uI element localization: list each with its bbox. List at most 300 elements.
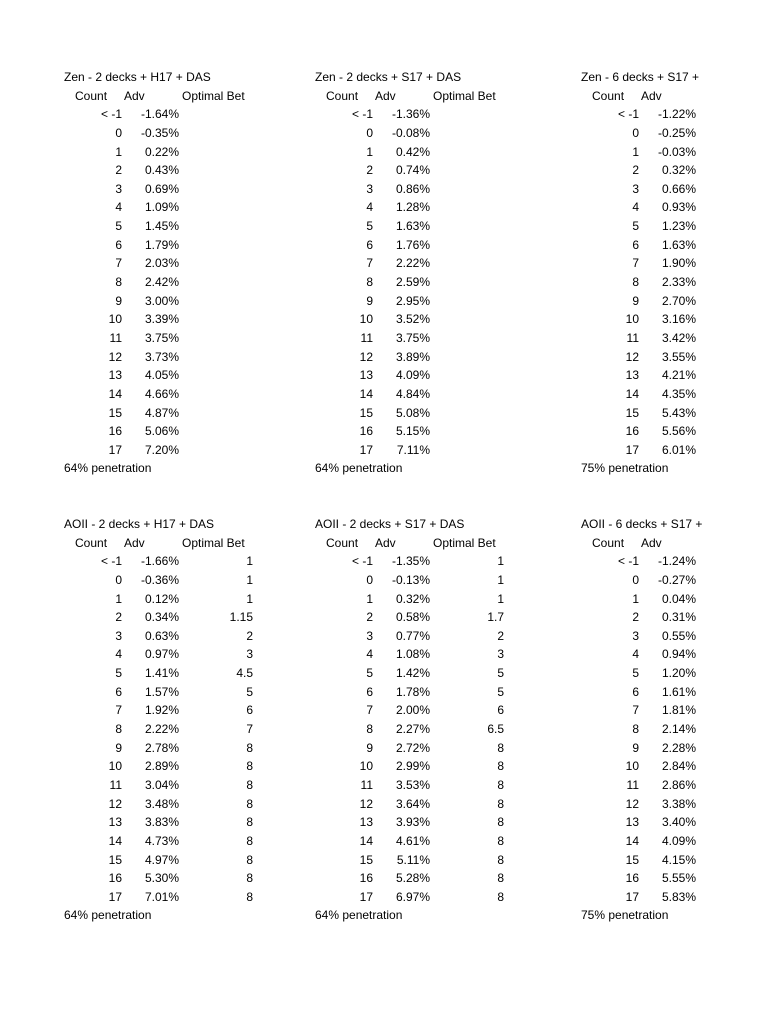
table-row — [581, 422, 768, 441]
cell-count: 8 — [632, 275, 639, 290]
cell-optimal-bet: 6.5 — [487, 722, 504, 737]
cell-count: 17 — [359, 442, 373, 457]
cell-count: 12 — [625, 349, 639, 364]
cell-count: 5 — [366, 219, 373, 234]
cell-optimal-bet: 3 — [246, 647, 253, 662]
table-header-row — [315, 87, 515, 106]
table-row — [315, 292, 515, 311]
table-row — [315, 795, 515, 814]
table-header-row — [581, 87, 768, 106]
table-row — [315, 404, 515, 423]
cell-adv: 5.55% — [661, 871, 696, 886]
table-row — [315, 571, 515, 590]
penetration-note: 64% penetration — [315, 908, 403, 923]
cell-count: 10 — [625, 312, 639, 327]
cell-count: 11 — [109, 777, 122, 792]
cell-count: 3 — [366, 181, 373, 196]
cell-count: 14 — [625, 386, 639, 401]
table-row — [581, 105, 768, 124]
table-title: AOII - 2 decks + S17 + DAS — [315, 517, 465, 531]
header-adv: Adv — [124, 535, 145, 550]
cell-count: 9 — [115, 293, 122, 308]
cell-adv: 0.66% — [661, 181, 696, 196]
table-row — [64, 422, 264, 441]
cell-count: 4 — [632, 200, 639, 215]
cell-optimal-bet: 1 — [497, 554, 504, 569]
cell-count: 11 — [626, 777, 639, 792]
penetration-note: 64% penetration — [315, 461, 403, 476]
cell-adv: 6.97% — [395, 889, 430, 904]
table-row — [315, 198, 515, 217]
header-count: Count — [326, 88, 359, 103]
cell-adv: -1.22% — [657, 107, 696, 122]
cell-optimal-bet: 8 — [246, 740, 253, 755]
count-table — [64, 515, 264, 925]
cell-adv: -0.27% — [657, 572, 696, 587]
header-adv: Adv — [375, 88, 396, 103]
cell-adv: 0.42% — [395, 144, 430, 159]
cell-adv: 3.75% — [144, 330, 179, 345]
table-row — [64, 329, 264, 348]
cell-count: < -1 — [351, 107, 373, 122]
cell-count: 10 — [108, 759, 122, 774]
cell-count: 0 — [366, 572, 373, 587]
header-count: Count — [326, 535, 359, 550]
cell-adv: 3.38% — [661, 796, 696, 811]
table-row — [315, 720, 515, 739]
cell-count: 11 — [360, 777, 373, 792]
cell-optimal-bet: 1.7 — [487, 610, 504, 625]
cell-count: 9 — [115, 740, 122, 755]
cell-count: 13 — [359, 815, 373, 830]
cell-count: 6 — [115, 237, 122, 252]
cell-optimal-bet: 8 — [246, 833, 253, 848]
cell-adv: 0.93% — [661, 200, 696, 215]
cell-optimal-bet: 6 — [246, 703, 253, 718]
cell-adv: 4.09% — [661, 833, 696, 848]
cell-adv: 4.35% — [661, 386, 696, 401]
table-row — [64, 776, 264, 795]
cell-adv: 1.76% — [395, 237, 430, 252]
cell-count: 12 — [625, 796, 639, 811]
cell-adv: 2.22% — [144, 722, 179, 737]
cell-count: 13 — [359, 368, 373, 383]
penetration-note: 75% penetration — [581, 461, 669, 476]
header-optimal-bet: Optimal Bet — [433, 535, 496, 550]
cell-adv: 5.15% — [395, 424, 430, 439]
cell-optimal-bet: 6 — [497, 703, 504, 718]
cell-adv: 6.01% — [661, 442, 696, 457]
table-row — [64, 236, 264, 255]
cell-count: 2 — [366, 610, 373, 625]
table-row — [315, 701, 515, 720]
table-title: Zen - 2 decks + S17 + DAS — [315, 70, 462, 84]
table-row — [64, 832, 264, 851]
cell-adv: 4.21% — [661, 368, 696, 383]
cell-adv: 0.77% — [395, 628, 430, 643]
cell-adv: 1.28% — [395, 200, 430, 215]
cell-adv: 2.86% — [661, 777, 696, 792]
table-row — [581, 404, 768, 423]
cell-count: 10 — [359, 759, 373, 774]
table-row — [315, 310, 515, 329]
cell-optimal-bet: 8 — [246, 777, 253, 792]
header-adv: Adv — [375, 535, 396, 550]
table-row — [581, 832, 768, 851]
table-row — [64, 627, 264, 646]
cell-adv: 1.08% — [395, 647, 430, 662]
table-row — [581, 571, 768, 590]
table-header-row — [64, 87, 264, 106]
table-row — [581, 254, 768, 273]
table-row — [581, 348, 768, 367]
cell-count: 2 — [366, 163, 373, 178]
cell-optimal-bet: 5 — [497, 684, 504, 699]
table-title-row — [315, 68, 515, 87]
table-row — [315, 366, 515, 385]
table-title: AOII - 2 decks + H17 + DAS — [64, 517, 215, 531]
table-row — [581, 161, 768, 180]
table-row — [315, 217, 515, 236]
cell-count: 10 — [625, 759, 639, 774]
cell-adv: 5.08% — [395, 405, 430, 420]
table-footer-row — [64, 459, 264, 478]
cell-adv: 1.79% — [144, 237, 179, 252]
cell-count: 0 — [632, 572, 639, 587]
cell-optimal-bet: 4.5 — [236, 666, 253, 681]
table-row — [64, 310, 264, 329]
table-row — [315, 236, 515, 255]
cell-count: 8 — [366, 275, 373, 290]
table-footer-row — [581, 906, 768, 925]
table-row — [315, 608, 515, 627]
table-row — [64, 701, 264, 720]
cell-count: 14 — [108, 833, 122, 848]
cell-count: 1 — [632, 144, 639, 159]
cell-adv: 3.40% — [661, 815, 696, 830]
cell-optimal-bet: 5 — [246, 684, 253, 699]
cell-count: 7 — [115, 703, 122, 718]
cell-count: 13 — [625, 815, 639, 830]
cell-count: 14 — [625, 833, 639, 848]
cell-adv: 3.00% — [144, 293, 179, 308]
table-row — [581, 273, 768, 292]
cell-adv: 4.09% — [395, 368, 430, 383]
cell-count: 8 — [366, 722, 373, 737]
cell-adv: 2.33% — [661, 275, 696, 290]
cell-count: 0 — [115, 125, 122, 140]
table-row — [315, 422, 515, 441]
cell-count: 3 — [632, 628, 639, 643]
cell-adv: 1.41% — [144, 666, 179, 681]
cell-adv: -0.03% — [657, 144, 696, 159]
cell-adv: 1.57% — [144, 684, 179, 699]
cell-count: 15 — [108, 405, 122, 420]
cell-count: 2 — [632, 610, 639, 625]
table-title: AOII - 6 decks + S17 + — [581, 517, 703, 531]
table-row — [315, 776, 515, 795]
cell-count: 2 — [632, 163, 639, 178]
table-row — [64, 124, 264, 143]
cell-count: 1 — [115, 591, 122, 606]
table-row — [581, 180, 768, 199]
table-row — [64, 441, 264, 460]
cell-optimal-bet: 8 — [497, 740, 504, 755]
table-row — [64, 292, 264, 311]
cell-count: 10 — [108, 312, 122, 327]
table-row — [581, 366, 768, 385]
table-row — [64, 645, 264, 664]
cell-count: 1 — [366, 591, 373, 606]
table-row — [315, 888, 515, 907]
table-row — [581, 869, 768, 888]
table-row — [315, 851, 515, 870]
table-row — [581, 701, 768, 720]
table-title: Zen - 2 decks + H17 + DAS — [64, 70, 211, 84]
cell-adv: -0.36% — [140, 572, 179, 587]
cell-adv: 7.11% — [396, 442, 430, 457]
table-row — [581, 292, 768, 311]
cell-count: 7 — [632, 703, 639, 718]
cell-optimal-bet: 8 — [246, 852, 253, 867]
cell-count: 3 — [115, 181, 122, 196]
table-row — [581, 329, 768, 348]
table-title-row — [581, 68, 768, 87]
table-footer-row — [64, 906, 264, 925]
cell-adv: 2.84% — [661, 759, 696, 774]
table-footer-row — [315, 459, 515, 478]
cell-adv: 4.87% — [144, 405, 179, 420]
cell-count: 6 — [632, 684, 639, 699]
cell-adv: 4.05% — [144, 368, 179, 383]
table-row — [64, 143, 264, 162]
cell-adv: -1.36% — [391, 107, 430, 122]
header-count: Count — [75, 535, 108, 550]
table-row — [64, 851, 264, 870]
cell-adv: 3.53% — [395, 777, 430, 792]
cell-count: 9 — [632, 740, 639, 755]
table-title-row — [315, 515, 515, 534]
table-row — [581, 888, 768, 907]
cell-adv: 0.31% — [661, 610, 696, 625]
cell-adv: 2.78% — [144, 740, 179, 755]
table-row — [64, 180, 264, 199]
table-row — [64, 813, 264, 832]
table-footer-row — [315, 906, 515, 925]
table-row — [581, 795, 768, 814]
cell-optimal-bet: 8 — [497, 852, 504, 867]
table-row — [315, 757, 515, 776]
cell-count: 15 — [625, 852, 639, 867]
cell-adv: 0.86% — [395, 181, 430, 196]
cell-adv: 1.09% — [144, 200, 179, 215]
cell-count: 6 — [366, 237, 373, 252]
cell-count: 5 — [115, 219, 122, 234]
cell-count: < -1 — [100, 107, 122, 122]
cell-adv: 2.89% — [144, 759, 179, 774]
table-row — [315, 105, 515, 124]
cell-count: 11 — [360, 330, 373, 345]
cell-optimal-bet: 8 — [246, 759, 253, 774]
cell-count: 1 — [632, 591, 639, 606]
table-row — [581, 236, 768, 255]
cell-adv: 1.23% — [661, 219, 696, 234]
table-row — [315, 739, 515, 758]
cell-adv: 1.45% — [144, 219, 179, 234]
cell-adv: 3.64% — [395, 796, 430, 811]
cell-adv: 1.63% — [661, 237, 696, 252]
cell-count: 11 — [626, 330, 639, 345]
table-row — [581, 813, 768, 832]
table-row — [581, 608, 768, 627]
cell-count: 9 — [632, 293, 639, 308]
cell-adv: -1.66% — [140, 554, 179, 569]
cell-adv: -1.35% — [391, 554, 430, 569]
penetration-note: 75% penetration — [581, 908, 669, 923]
table-row — [64, 198, 264, 217]
header-count: Count — [592, 535, 625, 550]
cell-adv: 1.90% — [661, 256, 696, 271]
cell-count: < -1 — [351, 554, 373, 569]
cell-adv: 5.11% — [396, 852, 430, 867]
cell-count: 10 — [359, 312, 373, 327]
cell-count: 17 — [625, 442, 639, 457]
table-row — [64, 404, 264, 423]
cell-adv: 4.15% — [661, 852, 696, 867]
cell-count: 4 — [366, 200, 373, 215]
cell-optimal-bet: 2 — [497, 628, 504, 643]
cell-count: 14 — [359, 386, 373, 401]
cell-optimal-bet: 8 — [246, 871, 253, 886]
table-row — [315, 161, 515, 180]
cell-count: 15 — [359, 852, 373, 867]
table-row — [315, 180, 515, 199]
header-count: Count — [75, 88, 108, 103]
cell-count: 12 — [108, 796, 122, 811]
table-row — [64, 161, 264, 180]
cell-optimal-bet: 8 — [246, 889, 253, 904]
cell-optimal-bet: 7 — [246, 722, 253, 737]
cell-count: 16 — [108, 871, 122, 886]
table-row — [64, 590, 264, 609]
table-row — [64, 366, 264, 385]
cell-count: 3 — [366, 628, 373, 643]
cell-count: 1 — [115, 144, 122, 159]
cell-adv: 0.55% — [661, 628, 696, 643]
cell-count: 5 — [115, 666, 122, 681]
cell-adv: 0.43% — [144, 163, 179, 178]
cell-adv: 3.48% — [144, 796, 179, 811]
table-row — [581, 739, 768, 758]
table-row — [581, 851, 768, 870]
cell-adv: 0.74% — [395, 163, 430, 178]
cell-optimal-bet: 3 — [497, 647, 504, 662]
cell-adv: 4.84% — [395, 386, 430, 401]
header-adv: Adv — [124, 88, 145, 103]
table-row — [315, 329, 515, 348]
cell-count: 11 — [109, 330, 122, 345]
cell-count: 8 — [115, 722, 122, 737]
cell-count: 9 — [366, 293, 373, 308]
cell-adv: 3.16% — [661, 312, 696, 327]
cell-optimal-bet: 8 — [497, 871, 504, 886]
cell-adv: 3.42% — [661, 330, 696, 345]
table-row — [64, 795, 264, 814]
cell-adv: 0.69% — [144, 181, 179, 196]
table-row — [581, 217, 768, 236]
cell-adv: -0.35% — [140, 125, 179, 140]
cell-adv: 2.22% — [395, 256, 430, 271]
cell-adv: 2.14% — [661, 722, 696, 737]
cell-count: 5 — [632, 219, 639, 234]
cell-adv: 2.59% — [395, 275, 430, 290]
table-row — [581, 664, 768, 683]
table-row — [64, 683, 264, 702]
count-table — [64, 68, 264, 478]
cell-count: 6 — [115, 684, 122, 699]
cell-count: 15 — [625, 405, 639, 420]
table-row — [64, 888, 264, 907]
cell-adv: 3.83% — [144, 815, 179, 830]
cell-count: 3 — [632, 181, 639, 196]
cell-optimal-bet: 1.15 — [229, 610, 253, 625]
table-row — [581, 590, 768, 609]
cell-adv: 1.63% — [395, 219, 430, 234]
cell-adv: 0.34% — [144, 610, 179, 625]
cell-optimal-bet: 1 — [246, 591, 253, 606]
table-row — [581, 441, 768, 460]
cell-count: 13 — [108, 368, 122, 383]
cell-adv: 4.73% — [144, 833, 179, 848]
header-optimal-bet: Optimal Bet — [433, 88, 496, 103]
cell-count: 2 — [115, 610, 122, 625]
table-row — [64, 348, 264, 367]
table-row — [581, 124, 768, 143]
cell-optimal-bet: 1 — [497, 591, 504, 606]
cell-adv: 0.04% — [661, 591, 696, 606]
cell-count: 7 — [632, 256, 639, 271]
cell-count: 6 — [366, 684, 373, 699]
cell-adv: 2.00% — [395, 703, 430, 718]
table-row — [581, 198, 768, 217]
cell-optimal-bet: 8 — [497, 759, 504, 774]
cell-adv: 3.39% — [144, 312, 179, 327]
cell-count: < -1 — [100, 554, 122, 569]
cell-adv: 2.95% — [395, 293, 430, 308]
cell-adv: 3.73% — [144, 349, 179, 364]
cell-adv: 2.42% — [144, 275, 179, 290]
cell-adv: 0.97% — [144, 647, 179, 662]
cell-adv: 1.81% — [661, 703, 696, 718]
table-row — [64, 385, 264, 404]
cell-count: 17 — [108, 889, 122, 904]
cell-adv: 1.20% — [661, 666, 696, 681]
cell-optimal-bet: 1 — [246, 572, 253, 587]
table-row — [315, 664, 515, 683]
table-row — [315, 143, 515, 162]
cell-adv: 3.89% — [395, 349, 430, 364]
table-row — [315, 273, 515, 292]
cell-adv: 2.99% — [395, 759, 430, 774]
cell-adv: 4.66% — [144, 386, 179, 401]
cell-count: 7 — [366, 703, 373, 718]
cell-count: 5 — [632, 666, 639, 681]
cell-adv: 4.61% — [395, 833, 430, 848]
cell-optimal-bet: 8 — [246, 815, 253, 830]
cell-count: 9 — [366, 740, 373, 755]
table-row — [64, 869, 264, 888]
cell-adv: 3.93% — [395, 815, 430, 830]
